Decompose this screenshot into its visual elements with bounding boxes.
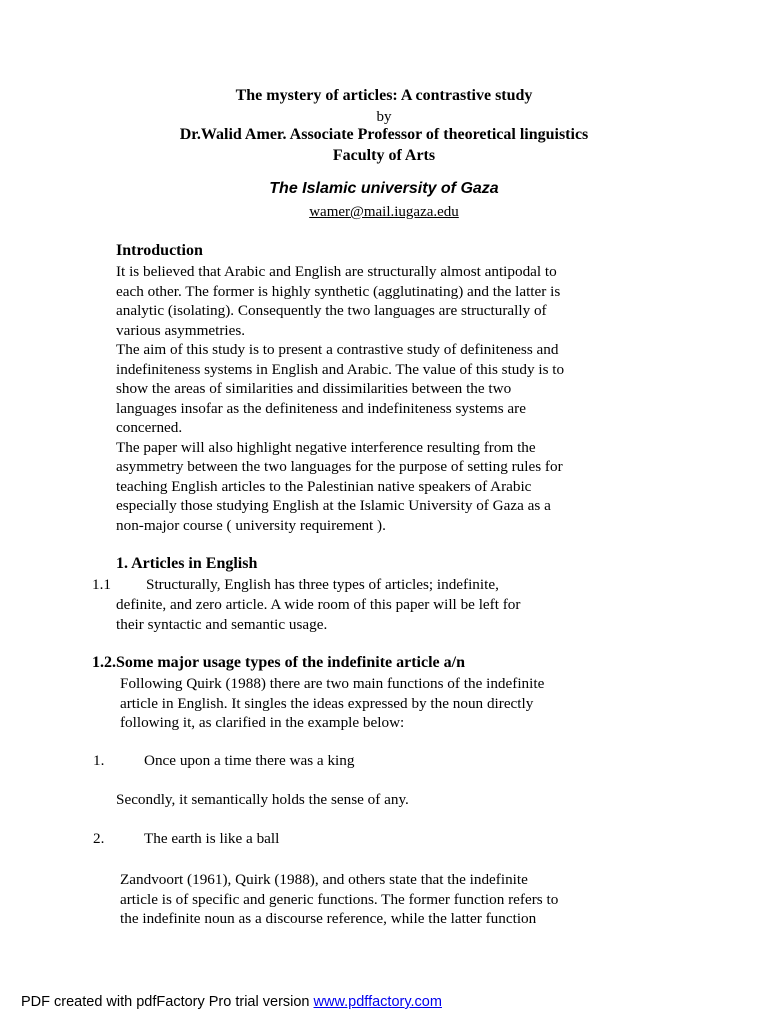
paragraph-line: article is of specific and generic functions. The former function refers to: [120, 890, 559, 908]
faculty-line: Faculty of Arts: [332, 147, 436, 164]
section-1-2-body: [120, 674, 544, 733]
closing-paragraph: [120, 870, 558, 929]
by-line: by: [376, 109, 392, 125]
introduction-body: [116, 262, 564, 535]
example-1-text: Once upon a time there was a king: [144, 752, 355, 769]
paragraph-line: asymmetry between the two languages for the purpose of setting rules for: [116, 458, 563, 475]
secondly-line: Secondly, it semantically holds the sense of any.: [116, 791, 409, 808]
paragraph-line: It is believed that Arabic and English are structurally almost antipodal to: [116, 263, 557, 280]
paragraph-line: Zandvoort (1961), Quirk (1988), and others state that the indefinite: [120, 871, 528, 888]
example-2-number: 2.: [93, 830, 105, 847]
introduction-heading: Introduction: [116, 242, 203, 259]
paragraph-line: analytic (isolating). Consequently the two languages are structurally of: [116, 302, 547, 319]
paragraph-line: show the areas of similarities and dissimilarities between the two: [116, 380, 512, 397]
paragraph-line: various asymmetries.: [116, 321, 246, 339]
paragraph-line: languages insofar as the definiteness and indefiniteness systems are: [116, 399, 526, 417]
paragraph-line: indefiniteness systems in English and Arabic. The value of this study is to: [116, 360, 565, 378]
paragraph-line: especially those studying English at the Islamic University of Gaza as a: [116, 497, 551, 514]
example-2-text: The earth is like a ball: [144, 830, 280, 847]
paragraph-line: concerned.: [116, 419, 183, 436]
paragraph-line: Following Quirk (1988) there are two main functions of the indefinite: [120, 675, 545, 692]
paragraph-line: definite, and zero article. A wide room of this paper will be left for: [116, 596, 521, 613]
paragraph-line: Structurally, English has three types of articles; indefinite,: [146, 576, 499, 593]
footer-text: PDF created with pdfFactory Pro trial version: [21, 994, 314, 1010]
email-line: [0, 204, 768, 221]
paper-title: The mystery of articles: A contrastive study: [235, 87, 533, 104]
paragraph-line: following it, as clarified in the example below:: [120, 714, 405, 731]
paragraph-line: each other. The former is highly synthetic (agglutinating) and the latter is: [116, 282, 561, 300]
paragraph-line: non-major course ( university requirement ).: [116, 516, 386, 534]
paragraph-line: the indefinite noun as a discourse reference, while the latter function: [120, 910, 537, 927]
university-line: The Islamic university of Gaza: [269, 180, 499, 197]
section-1-heading: 1. Articles in English: [116, 555, 258, 572]
author-line: Dr.Walid Amer. Associate Professor of theoretical linguistics: [179, 126, 589, 143]
pdffactory-link[interactable]: www.pdffactory.com: [313, 994, 442, 1010]
section-1-body: [116, 595, 520, 634]
section-number: 1.1: [92, 576, 111, 593]
paragraph-line: The aim of this study is to present a contrastive study of definiteness and: [116, 341, 559, 358]
paragraph-line: their syntactic and semantic usage.: [116, 615, 328, 633]
section-1-2-heading: 1.2.Some major usage types of the indefinite article a/n: [92, 654, 465, 671]
pdf-footer: [21, 994, 442, 1010]
email-link[interactable]: wamer@mail.iugaza.edu: [309, 204, 459, 220]
example-1-number: 1.: [93, 752, 105, 769]
paragraph-line: teaching English articles to the Palestinian native speakers of Arabic: [116, 477, 532, 495]
paragraph-line: The paper will also highlight negative interference resulting from the: [116, 438, 536, 456]
paragraph-line: article in English. It singles the ideas expressed by the noun directly: [120, 694, 534, 712]
